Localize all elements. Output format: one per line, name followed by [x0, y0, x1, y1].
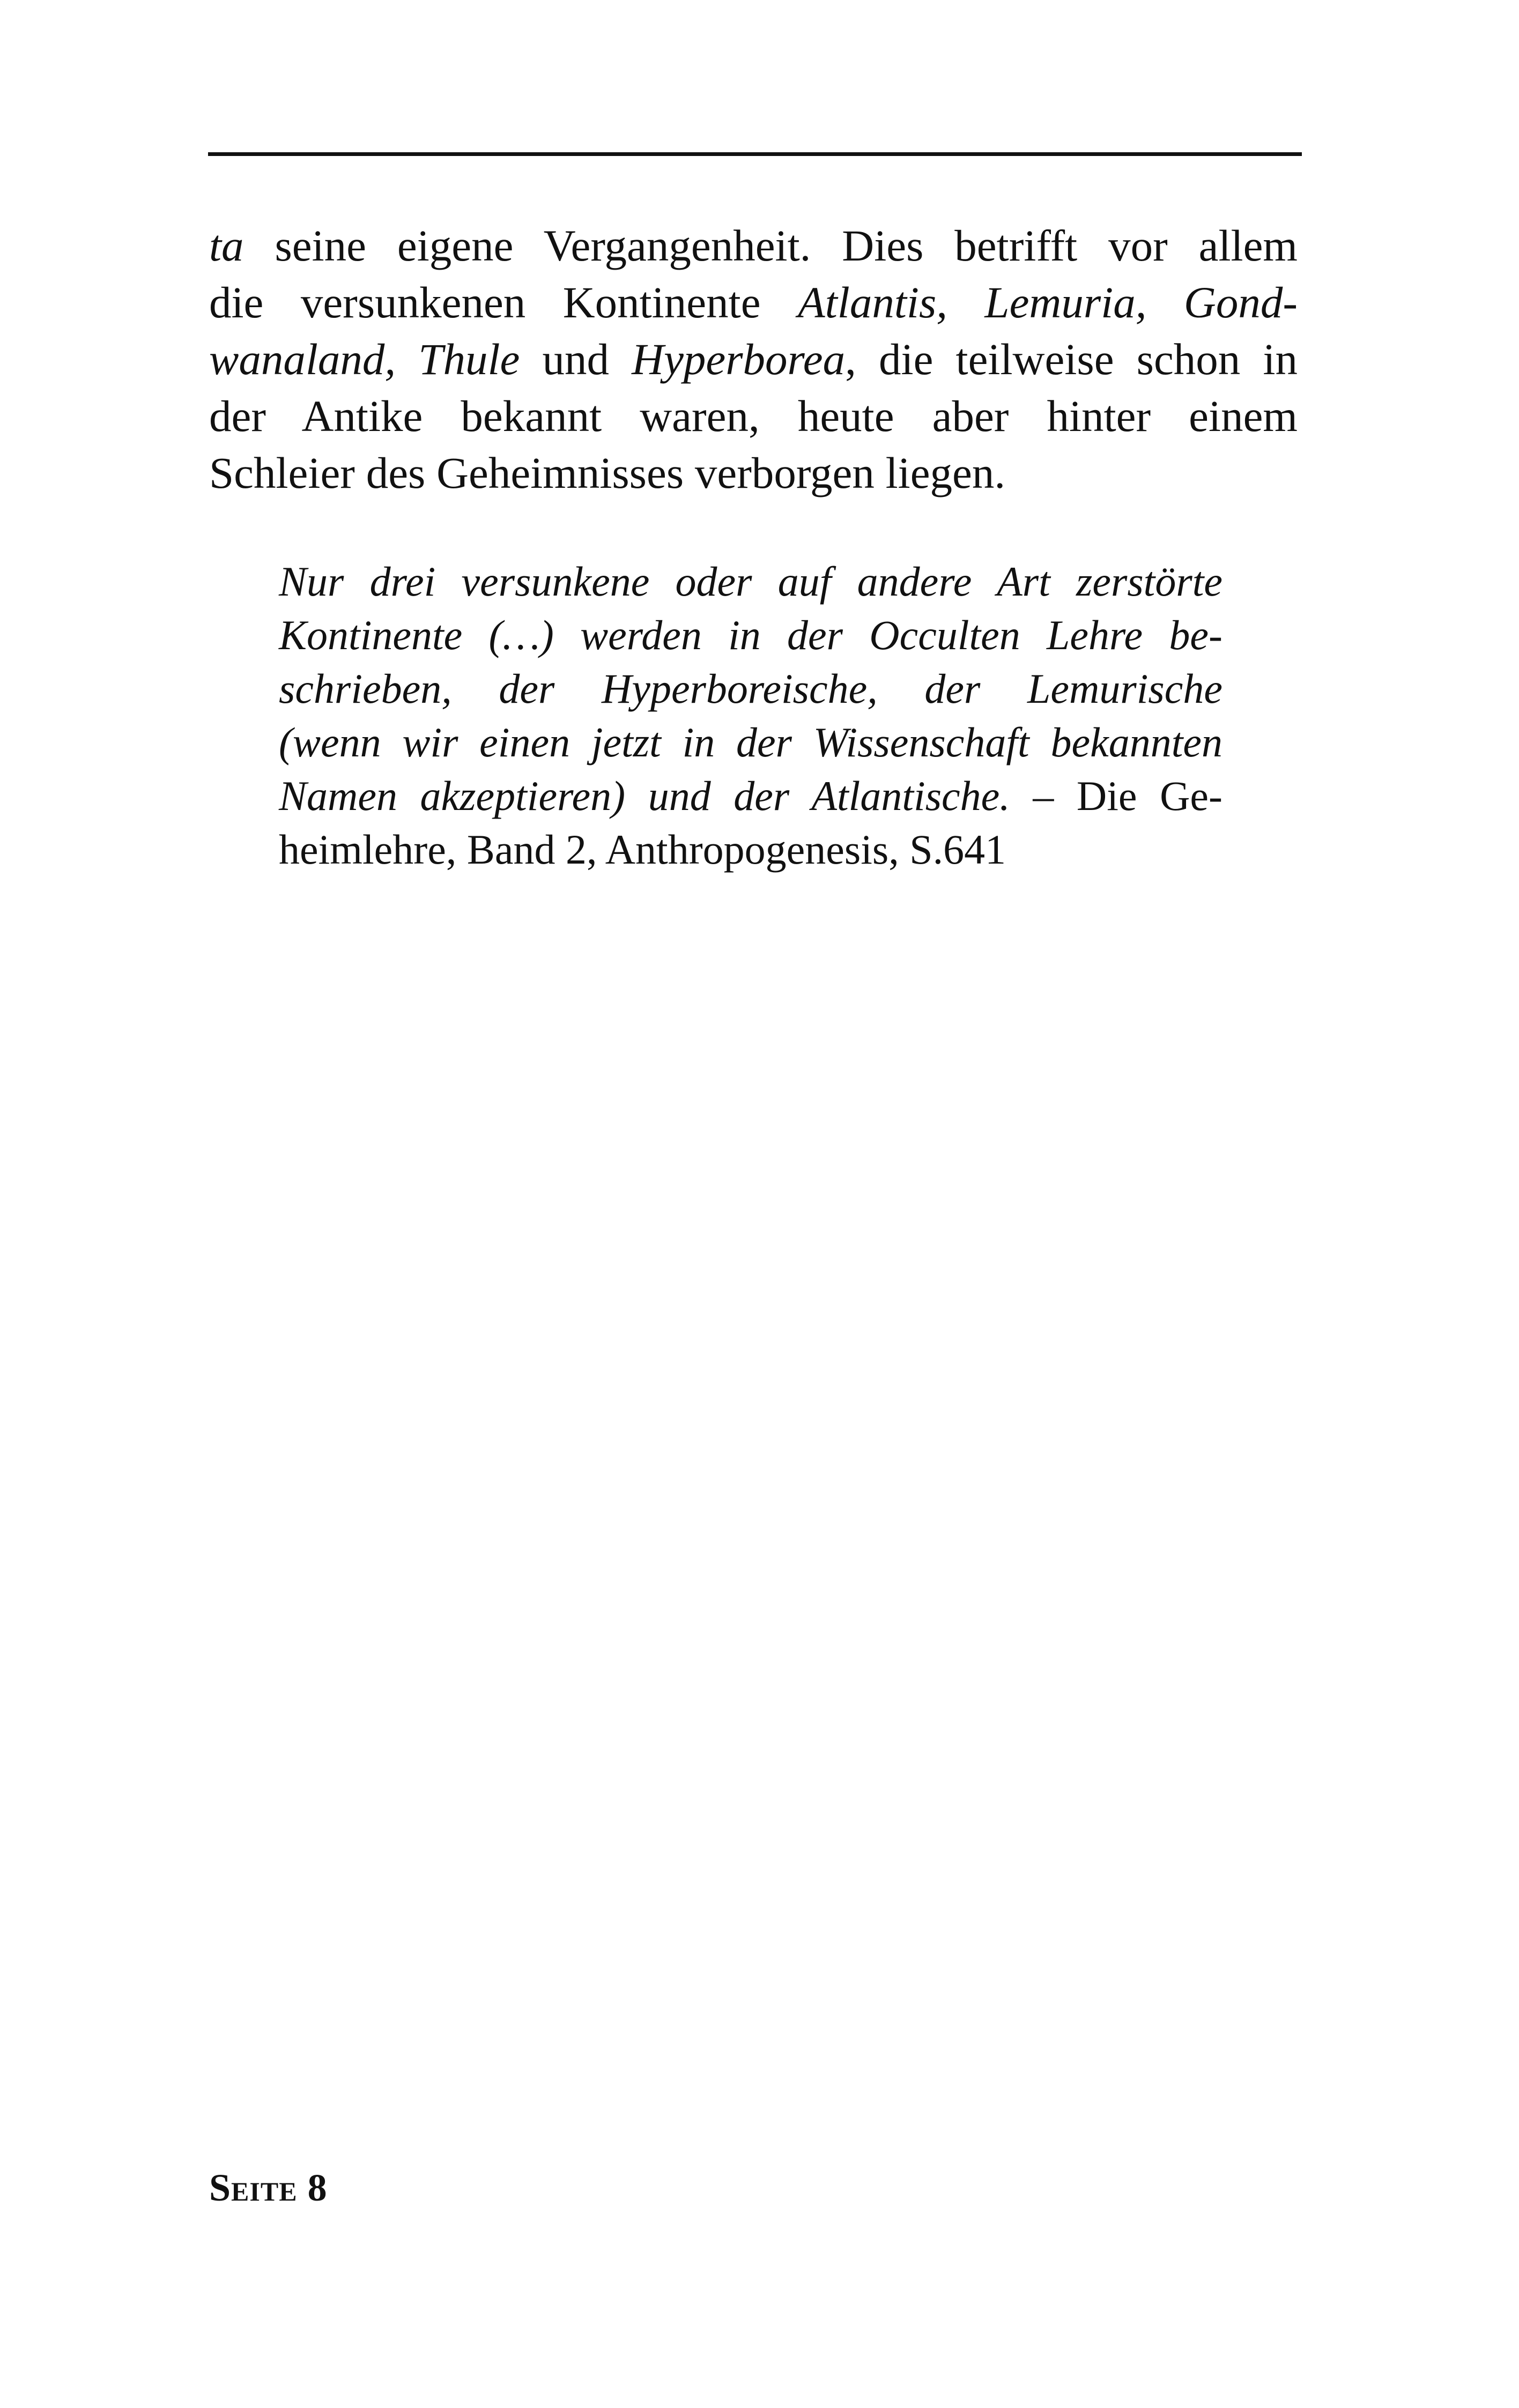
- page-footer: [209, 2166, 328, 2210]
- quote-line-5: [279, 769, 1222, 823]
- body-line-5-text: Schleier des Geheimnisses verborgen liegen.: [209, 448, 1006, 497]
- body-paragraph: [209, 217, 1298, 501]
- block-quote: [279, 555, 1222, 876]
- body-line-2-text: die versunkenen Kontinente: [209, 278, 798, 327]
- quote-line-2-text: Kontinente (…) werden in der Occulten Lehre be-: [279, 612, 1222, 658]
- footer-label: Seite: [209, 2166, 298, 2209]
- body-line-4-text: der Antike bekannt waren, heute aber hinter einem: [209, 391, 1298, 441]
- body-line-1-italic: ta: [209, 221, 244, 270]
- quote-line-4-text: (wenn wir einen jetzt in der Wissenschaft bekannten: [279, 719, 1222, 765]
- body-line-3-text-a: und: [520, 335, 632, 384]
- quote-line-5-source: – Die Ge-: [1010, 772, 1223, 819]
- body-line-2-italic: Atlantis, Lemuria, Gond-: [798, 278, 1298, 327]
- quote-line-1: [279, 555, 1222, 608]
- body-line-3-italic-b: Hyperborea: [632, 335, 846, 384]
- quote-line-4: [279, 716, 1222, 769]
- quote-line-3-text: schrieben, der Hyperboreische, der Lemurische: [279, 665, 1222, 712]
- body-line-3: [209, 331, 1298, 388]
- body-line-3-text-b: , die teilweise schon in: [845, 335, 1298, 384]
- page-number: 8: [307, 2166, 328, 2209]
- quote-line-1-text: Nur drei versunkene oder auf andere Art zerstörte: [279, 558, 1222, 605]
- body-line-2: [209, 274, 1298, 331]
- quote-line-6-source: heimlehre, Band 2, Anthropogenesis, S.641: [279, 826, 1006, 873]
- body-line-1-text: seine eigene Vergangenheit. Dies betrifft vor allem: [243, 221, 1298, 270]
- quote-line-5-italic: Namen akzeptieren) und der Atlantische.: [279, 772, 1010, 819]
- body-line-3-italic-a: wanaland, Thule: [209, 335, 520, 384]
- body-line-4: [209, 388, 1298, 444]
- quote-line-6: [279, 823, 1222, 876]
- quote-line-2: [279, 608, 1222, 662]
- body-line-1: [209, 217, 1298, 274]
- body-line-5: [209, 444, 1298, 501]
- header-rule: [208, 152, 1302, 156]
- quote-line-3: [279, 662, 1222, 716]
